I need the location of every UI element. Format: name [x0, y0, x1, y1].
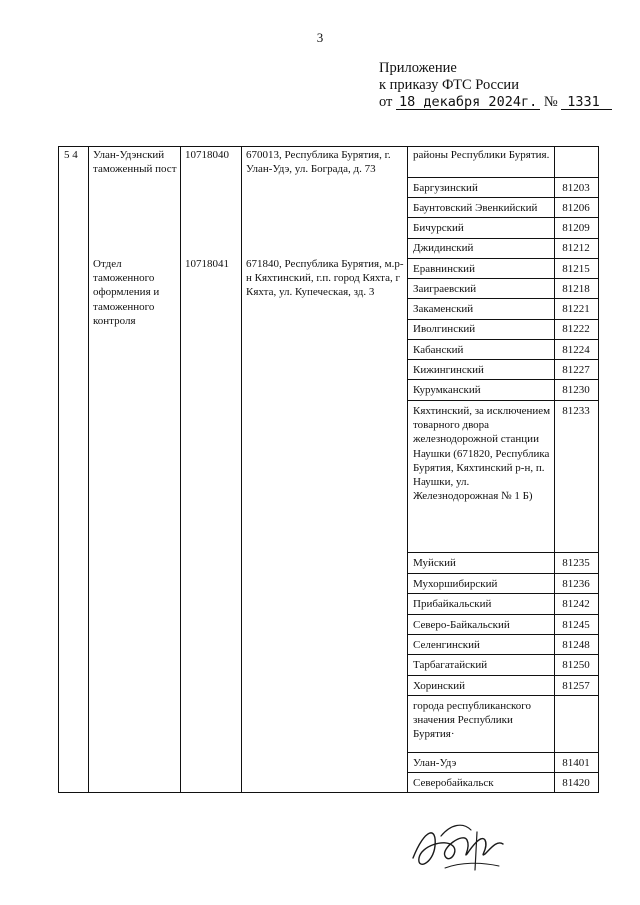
district-code: 81236 — [562, 578, 590, 590]
district-name: Закаменский — [413, 303, 474, 315]
row-number: 5 4 — [64, 149, 78, 161]
district-code: 81248 — [562, 639, 590, 651]
district-code: 81221 — [562, 303, 590, 315]
post-code: 10718041 — [185, 258, 229, 270]
district-name: Муйский — [413, 557, 456, 569]
city-code: 81401 — [562, 757, 590, 769]
table-col-divider — [241, 146, 242, 793]
table-border-bottom — [58, 792, 599, 793]
table-border-left — [58, 146, 59, 793]
district-name: Селенгинский — [413, 639, 480, 651]
order-date: 18 декабря 2024г. — [396, 95, 540, 110]
district-name: Джидинский — [413, 242, 474, 254]
cities-header: города республиканского значения Республики Бурятия· — [413, 700, 531, 741]
post-name: Отдел таможенного оформления и таможенного контроля — [93, 258, 160, 327]
appendix-title: Приложение — [379, 60, 457, 76]
post-code: 10718040 — [185, 149, 229, 161]
district-code: 81209 — [562, 222, 590, 234]
district-name: Еравнинский — [413, 263, 475, 275]
district-name: Баргузинский — [413, 182, 478, 194]
district-name: Кабанский — [413, 344, 464, 356]
district-name: Бичурский — [413, 222, 464, 234]
district-code: 81233 — [562, 405, 590, 417]
district-name: Хоринский — [413, 680, 466, 692]
district-code: 81203 — [562, 182, 590, 194]
district-name: Северо-Байкальский — [413, 619, 510, 631]
district-code: 81222 — [562, 323, 590, 335]
district-code: 81230 — [562, 384, 590, 396]
number-sign: № — [543, 94, 558, 110]
district-code: 81212 — [562, 242, 590, 254]
district-name: Мухоршибирский — [413, 578, 498, 590]
district-code: 81215 — [562, 263, 590, 275]
district-code: 81235 — [562, 557, 590, 569]
table-border-top — [58, 146, 599, 147]
signature-image — [405, 818, 525, 878]
district-code: 81242 — [562, 598, 590, 610]
district-name: Кижингинский — [413, 364, 484, 376]
districts-header: районы Республики Бурятия. — [413, 149, 550, 161]
appendix-order-ref: к приказу ФТС России — [379, 77, 519, 93]
post-address: 671840, Республика Бурятия, м.р-н Кяхтинский, г.п. город Кяхта, г Кяхта, ул. Купеческая, зд. 3 — [246, 258, 404, 299]
district-name: Кяхтинский, за исключением товарного двора железнодорожной станции Наушки (671820, Республика Бурятия, Кяхтинский р-н, п. Наушки, ул. Железнодорожная № 1 Б) — [413, 405, 551, 503]
district-name: Заиграевский — [413, 283, 477, 295]
table-col-divider — [180, 146, 181, 793]
district-code: 81218 — [562, 283, 590, 295]
district-name: Тарбагатайский — [413, 659, 488, 671]
district-code: 81250 — [562, 659, 590, 671]
district-code: 81206 — [562, 202, 590, 214]
table-col-divider — [88, 146, 89, 793]
page-number: 3 — [316, 30, 324, 45]
post-name: Улан-Удэнский таможенный пост — [93, 149, 177, 176]
city-code: 81420 — [562, 777, 590, 789]
order-number: 1331 — [561, 95, 612, 110]
post-address: 670013, Республика Бурятия, г. Улан-Удэ, ул. Бограда, д. 73 — [246, 149, 391, 176]
district-name: Курумканский — [413, 384, 481, 396]
district-name: Прибайкальский — [413, 598, 492, 610]
district-code: 81257 — [562, 680, 590, 692]
district-name: Иволгинский — [413, 323, 476, 335]
city-name: Северобайкальск — [413, 777, 494, 789]
district-code: 81245 — [562, 619, 590, 631]
city-name: Улан-Удэ — [413, 757, 457, 769]
district-code: 81227 — [562, 364, 590, 376]
district-name: Баунтовский Эвенкийский — [413, 202, 538, 214]
district-code: 81224 — [562, 344, 590, 356]
date-prefix: от — [379, 94, 393, 110]
